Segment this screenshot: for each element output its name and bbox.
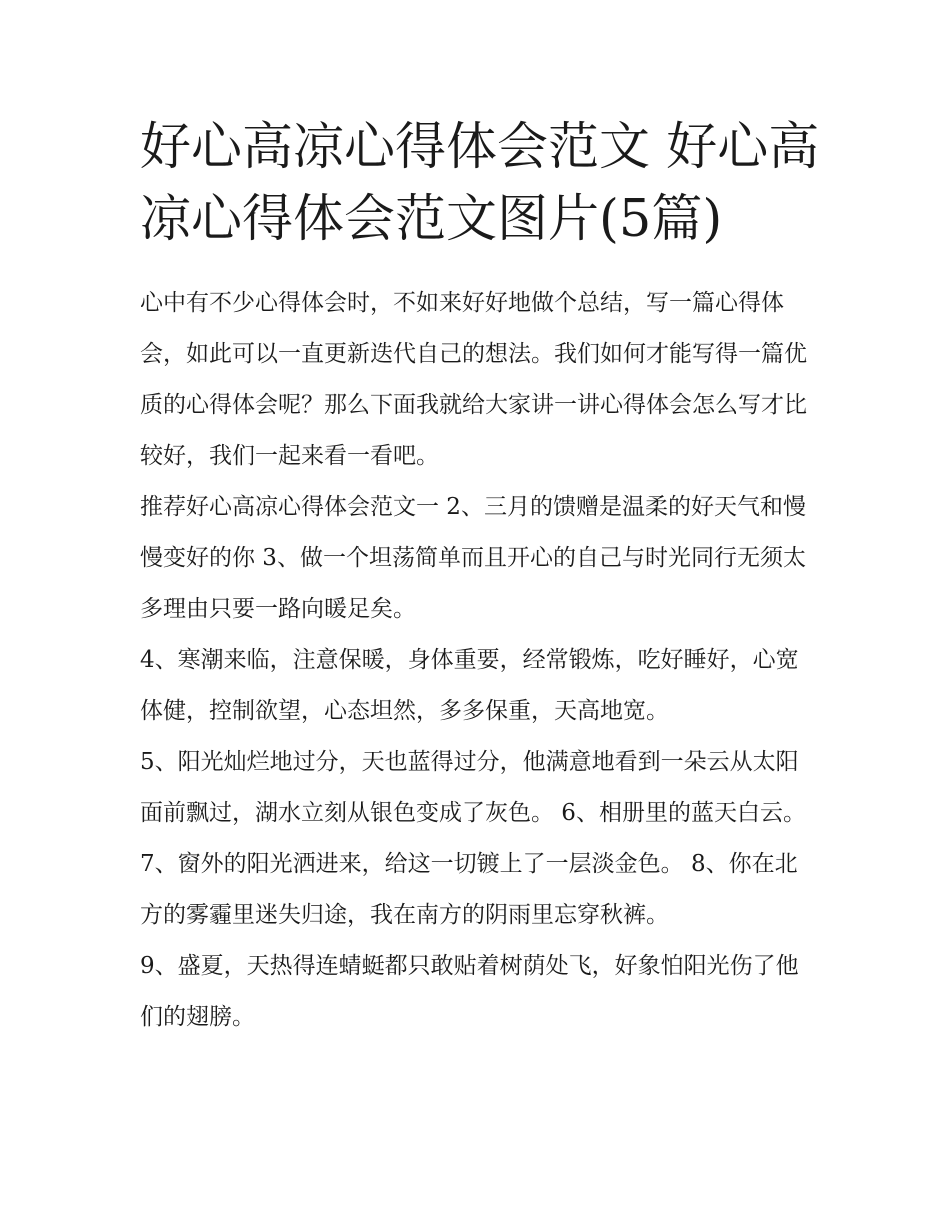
paragraph-item-9: 9、盛夏，天热得连蜻蜓都只敢贴着树荫处飞，好象怕阳光伤了他们的翅膀。	[140, 953, 799, 1030]
paragraph-item-4: 4、寒潮来临，注意保暖，身体重要，经常锻炼，吃好睡好，心宽体健，控制欲望，心态坦然，多多保重，天高地宽。	[140, 647, 799, 724]
paragraph-recommend: 推荐好心高凉心得体会范文一 2、三月的馈赠是温柔的好天气和慢慢变好的你 3、做一个坦荡简单而且开心的自己与时光同行无须太多理由只要一路向暖足矣。	[140, 494, 806, 622]
paragraph-intro: 心中有不少心得体会时，不如来好好地做个总结，写一篇心得体会，如此可以一直更新迭代自己的想法。我们如何才能写得一篇优质的心得体会呢？那么下面我就给大家讲一讲心得体会怎么写才比较好，我们一起来看一看吧。	[140, 290, 807, 469]
document-title: 好心高凉心得体会范文 好心高凉心得体会范文图片(5篇)	[140, 118, 820, 249]
paragraph-item-7-8: 7、窗外的阳光洒进来，给这一切镀上了一层淡金色。 8、你在北方的雾霾里迷失归途，我在南方的阴雨里忘穿秋裤。	[140, 851, 798, 928]
document-body	[140, 278, 820, 1043]
paragraph-item-5-6: 5、阳光灿烂地过分，天也蓝得过分，他满意地看到一朵云从太阳面前飘过，湖水立刻从银色变成了灰色。 6、相册里的蓝天白云。	[140, 749, 806, 826]
